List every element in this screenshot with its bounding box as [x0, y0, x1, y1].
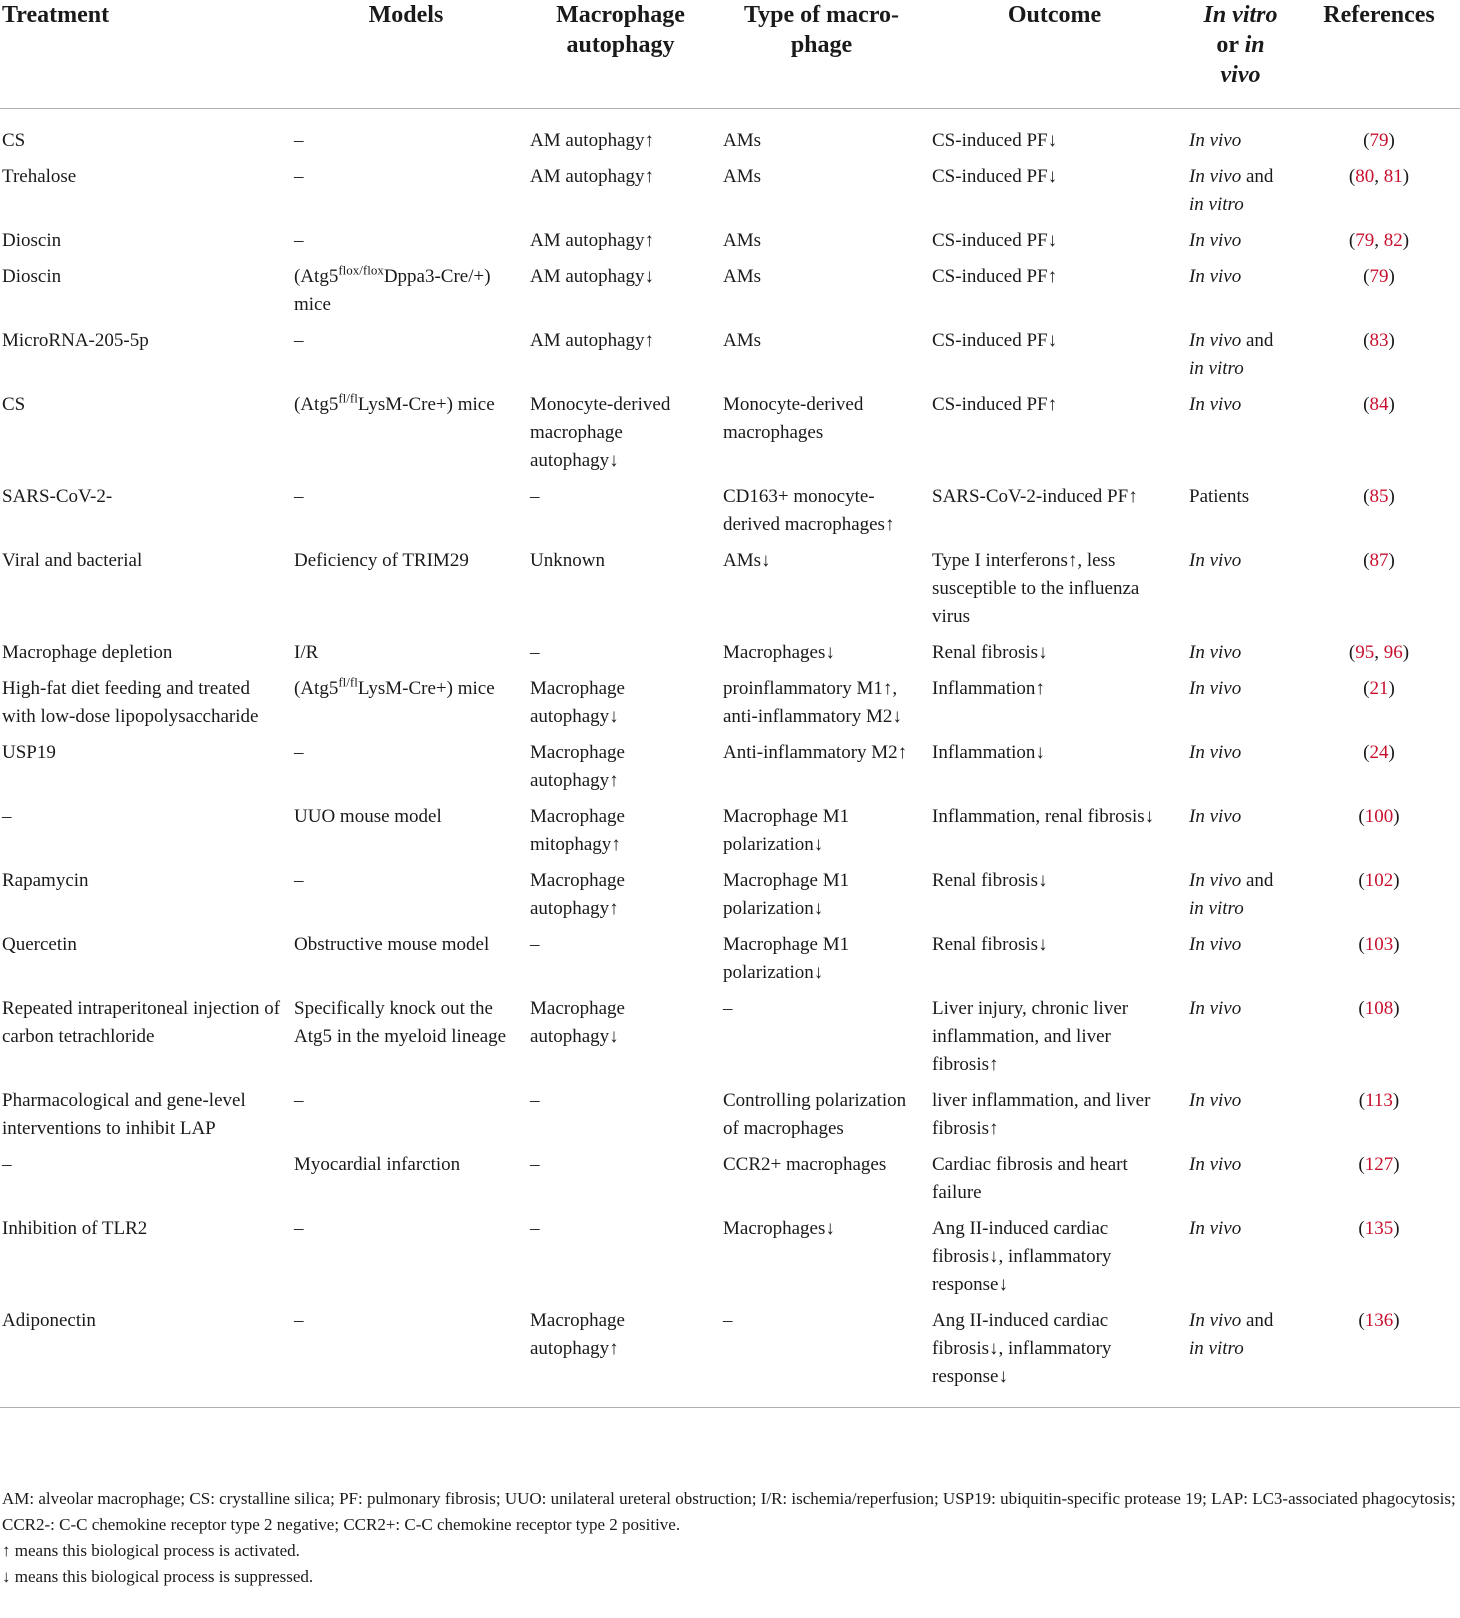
cell-macrophage-autophagy: Macrophage mitophagy↑: [530, 806, 625, 855]
cell-in-vitro-or-in-vivo: In vivo and in vitro: [1189, 166, 1274, 215]
cell-outcome: liver inflammation, and liver fibrosis↑: [932, 1090, 1151, 1139]
cell-type-of-macrophage: AMs: [723, 230, 762, 251]
table-header: [0, 0, 1460, 109]
cell-in-vitro-or-in-vivo: In vivo and in vitro: [1189, 330, 1274, 379]
reference-link[interactable]: 127: [1364, 1154, 1394, 1175]
cell-references: (95, 96): [1348, 642, 1410, 663]
cell-macrophage-autophagy: AM autophagy↑: [530, 166, 655, 187]
table-row: [0, 1087, 1460, 1151]
cell-models: Myocardial infarction: [294, 1154, 461, 1175]
cell-treatment: Macrophage depletion: [2, 642, 173, 663]
cell-in-vitro-or-in-vivo: In vivo: [1189, 1154, 1242, 1175]
cell-in-vitro-or-in-vivo: In vivo: [1189, 742, 1242, 763]
cell-treatment: USP19: [2, 742, 56, 763]
reference-link[interactable]: 95: [1355, 642, 1375, 663]
cell-type-of-macrophage: CCR2+ macrophages: [723, 1154, 887, 1175]
cell-outcome: Ang II-induced cardiac fibrosis↓, inflammatory response↓: [926, 1307, 1183, 1408]
reference-link[interactable]: 84: [1369, 394, 1389, 415]
cell-models: Deficiency of TRIM29: [294, 550, 469, 571]
cell-references: (135): [1358, 1218, 1400, 1239]
cell-references: (79): [1363, 130, 1395, 151]
cell-treatment: Rapamycin: [2, 870, 89, 891]
reference-link[interactable]: 79: [1369, 266, 1389, 287]
cell-type-of-macrophage: –: [723, 998, 733, 1019]
superscript: flox/flox: [338, 262, 384, 278]
header-references: References: [1298, 0, 1460, 109]
cell-references: (83): [1363, 330, 1395, 351]
cell-models: –: [294, 230, 304, 251]
cell-type-of-macrophage: Anti-inflammatory M2↑: [723, 742, 908, 763]
table-row: [0, 739, 1460, 803]
cell-type-of-macrophage: AMs: [723, 266, 762, 287]
cell-in-vitro-or-in-vivo: In vivo: [1189, 678, 1242, 699]
cell-outcome: Ang II-induced cardiac fibrosis↓, inflammatory response↓: [932, 1218, 1112, 1295]
cell-treatment: Dioscin: [2, 266, 62, 287]
header-in-vitro-or-in-vivo: In vitro or in vivo: [1183, 0, 1298, 109]
cell-in-vitro-or-in-vivo: In vivo and in vitro: [1189, 870, 1274, 919]
cell-models: –: [288, 1307, 524, 1408]
cell-treatment: Quercetin: [2, 934, 77, 955]
footnote-down-arrow: ↓ means this biological process is suppressed.: [2, 1567, 314, 1586]
cell-macrophage-autophagy: –: [530, 486, 540, 507]
cell-models: Specifically knock out the Atg5 in the myeloid lineage: [294, 998, 507, 1047]
cell-type-of-macrophage: Macrophage M1 polarization↓: [723, 806, 850, 855]
reference-link[interactable]: 113: [1365, 1090, 1393, 1111]
reference-link[interactable]: 136: [1364, 1310, 1394, 1331]
cell-models: –: [294, 742, 304, 763]
cell-references: (24): [1363, 742, 1395, 763]
cell-type-of-macrophage: Macrophages↓: [723, 1218, 835, 1239]
cell-models: $(Atg5^{fl/fl}LysM-Cre+)$ mice: [294, 390, 495, 415]
footnote-up-arrow: ↑ means this biological process is activated.: [2, 1541, 300, 1560]
table-row: [0, 483, 1460, 547]
cell-macrophage-autophagy: Macrophage autophagy↑: [524, 1307, 717, 1408]
cell-type-of-macrophage: Macrophages↓: [723, 642, 835, 663]
superscript: fl/fl: [338, 674, 358, 690]
header-type-of-macrophage: Type of macro- phage: [717, 0, 926, 109]
cell-outcome: CS-induced PF↓: [932, 166, 1058, 187]
cell-in-vitro-or-in-vivo: In vivo: [1189, 642, 1242, 663]
cell-type-of-macrophage: CD163+ monocyte-derived macrophages↑: [723, 486, 895, 535]
cell-macrophage-autophagy: Macrophage autophagy↓: [530, 678, 625, 727]
cell-type-of-macrophage: –: [717, 1307, 926, 1408]
cell-references: (108): [1358, 998, 1400, 1019]
reference-link[interactable]: 135: [1364, 1218, 1394, 1239]
cell-type-of-macrophage: proinflammatory M1↑, anti-inflammatory M2↓: [723, 678, 902, 727]
cell-treatment: Trehalose: [2, 166, 77, 187]
table-row: [0, 931, 1460, 995]
cell-type-of-macrophage: Monocyte-derived macrophages: [723, 394, 864, 443]
cell-in-vitro-or-in-vivo: In vivo: [1189, 550, 1242, 571]
table-row: [0, 1151, 1460, 1215]
cell-type-of-macrophage: AMs: [723, 130, 762, 151]
cell-references: (87): [1363, 550, 1395, 571]
cell-references: (103): [1358, 934, 1400, 955]
cell-macrophage-autophagy: –: [530, 1218, 540, 1239]
table-row: [0, 391, 1460, 483]
cell-in-vitro-or-in-vivo: In vivo: [1189, 394, 1242, 415]
cell-outcome: Cardiac fibrosis and heart failure: [932, 1154, 1128, 1203]
reference-link[interactable]: 83: [1369, 330, 1389, 351]
table-row: [0, 1215, 1460, 1307]
cell-in-vitro-or-in-vivo: In vivo: [1189, 998, 1242, 1019]
cell-treatment: High-fat diet feeding and treated with low-dose lipopolysaccharide: [2, 678, 259, 727]
cell-outcome: CS-induced PF↑: [932, 266, 1058, 287]
cell-macrophage-autophagy: AM autophagy↑: [530, 230, 655, 251]
cell-treatment: MicroRNA-205-5p: [2, 330, 149, 351]
superscript: fl/fl: [338, 390, 358, 406]
cell-references: (21): [1363, 678, 1395, 699]
reference-link[interactable]: 24: [1369, 742, 1389, 763]
cell-type-of-macrophage: AMs: [723, 166, 762, 187]
cell-models: –: [294, 166, 304, 187]
cell-models: –: [294, 1090, 304, 1111]
cell-models: –: [294, 130, 304, 151]
cell-outcome: Renal fibrosis↓: [932, 934, 1048, 955]
cell-macrophage-autophagy: –: [530, 1154, 540, 1175]
cell-outcome: SARS-CoV-2-induced PF↑: [932, 486, 1138, 507]
cell-macrophage-autophagy: –: [530, 934, 540, 955]
cell-macrophage-autophagy: Macrophage autophagy↑: [530, 870, 625, 919]
cell-references: (127): [1358, 1154, 1400, 1175]
table-row: [0, 995, 1460, 1087]
cell-models: –: [294, 1218, 304, 1239]
cell-type-of-macrophage: Controlling polarization of macrophages: [723, 1090, 907, 1139]
reference-link[interactable]: 103: [1364, 934, 1394, 955]
cell-in-vitro-or-in-vivo: In vivo: [1189, 230, 1242, 251]
cell-in-vitro-or-in-vivo: In vivo: [1189, 806, 1242, 827]
reference-link[interactable]: 102: [1364, 870, 1394, 891]
reference-link[interactable]: 79: [1369, 130, 1389, 151]
table-row: [0, 675, 1460, 739]
cell-outcome: Inflammation, renal fibrosis↓: [932, 806, 1155, 827]
cell-models: –: [294, 486, 304, 507]
cell-outcome: Renal fibrosis↓: [932, 642, 1048, 663]
cell-treatment: –: [2, 1154, 12, 1175]
table-row: [0, 803, 1460, 867]
table-row: [0, 327, 1460, 391]
cell-macrophage-autophagy: AM autophagy↑: [530, 130, 655, 151]
cell-treatment: Pharmacological and gene-level interventions to inhibit LAP: [2, 1090, 246, 1139]
cell-type-of-macrophage: Macrophage M1 polarization↓: [723, 870, 850, 919]
cell-macrophage-autophagy: AM autophagy↑: [530, 330, 655, 351]
cell-in-vitro-or-in-vivo: In vivo: [1189, 130, 1242, 151]
cell-outcome: CS-induced PF↓: [932, 130, 1058, 151]
cell-macrophage-autophagy: –: [530, 1090, 540, 1111]
cell-macrophage-autophagy: Monocyte-derived macrophage autophagy↓: [530, 394, 671, 471]
cell-in-vitro-or-in-vivo: In vivo: [1189, 266, 1242, 287]
cell-models: Obstructive mouse model: [294, 934, 490, 955]
cell-models: $(Atg5^{flox/flox}Dppa3-Cre/+)$ mice: [294, 262, 491, 315]
cell-in-vitro-or-in-vivo: In vivo: [1189, 1218, 1242, 1239]
cell-references: (79, 82): [1348, 230, 1410, 251]
reference-link[interactable]: 96: [1383, 642, 1403, 663]
header-macrophage-autophagy: Macrophage autophagy: [524, 0, 717, 109]
reference-link[interactable]: 21: [1369, 678, 1389, 699]
cell-in-vitro-or-in-vivo: In vivo: [1189, 1090, 1242, 1111]
header-outcome: Outcome: [926, 0, 1183, 109]
table-row: [0, 1307, 1460, 1408]
cell-treatment: Inhibition of TLR2: [2, 1218, 148, 1239]
cell-outcome: CS-induced PF↓: [932, 230, 1058, 251]
cell-references: (136): [1298, 1307, 1460, 1408]
cell-type-of-macrophage: AMs↓: [723, 550, 771, 571]
table-body: [0, 109, 1460, 1408]
cell-references: (84): [1363, 394, 1395, 415]
footnote-abbreviations: AM: alveolar macrophage; CS: crystalline silica; PF: pulmonary fibrosis; UUO: unilateral ureteral obstruction; I/R: ischemia/reperfusion; USP19: ubiquitin-specific protease 19; LAP: LC3-associated phagocytosis; CCR2-: C-C chemokine receptor type 2 negative; CCR2+: C-C chemokine receptor type 2 positive.: [2, 1489, 1456, 1534]
table-row: [0, 163, 1460, 227]
cell-type-of-macrophage: Macrophage M1 polarization↓: [723, 934, 850, 983]
cell-outcome: CS-induced PF↓: [932, 330, 1058, 351]
cell-models: –: [294, 870, 304, 891]
cell-type-of-macrophage: AMs: [723, 330, 762, 351]
header-treatment: Treatment: [0, 0, 288, 109]
reference-link[interactable]: 82: [1383, 230, 1403, 251]
cell-macrophage-autophagy: Macrophage autophagy↑: [530, 742, 625, 791]
cell-models: $(Atg5^{fl/fl}LysM-Cre+)$ mice: [294, 674, 495, 699]
cell-treatment: CS: [2, 130, 26, 151]
cell-references: (80, 81): [1348, 166, 1410, 187]
reference-link[interactable]: 80: [1355, 166, 1375, 187]
cell-outcome: Inflammation↑: [932, 678, 1045, 699]
reference-link[interactable]: 81: [1383, 166, 1403, 187]
cell-macrophage-autophagy: AM autophagy↓: [530, 266, 655, 287]
reference-link[interactable]: 87: [1369, 550, 1389, 571]
cell-macrophage-autophagy: –: [530, 642, 540, 663]
cell-outcome: CS-induced PF↑: [932, 394, 1058, 415]
table-footnotes: [2, 1486, 1457, 1590]
cell-outcome: Liver injury, chronic liver inflammation, and liver fibrosis↑: [932, 998, 1129, 1075]
cell-references: (79): [1363, 266, 1395, 287]
cell-treatment: Dioscin: [2, 230, 62, 251]
cell-treatment: SARS-CoV-2-: [2, 486, 113, 507]
cell-references: (113): [1358, 1090, 1400, 1111]
cell-macrophage-autophagy: Macrophage autophagy↓: [530, 998, 625, 1047]
cell-treatment: Repeated intraperitoneal injection of carbon tetrachloride: [2, 998, 281, 1047]
reference-link[interactable]: 100: [1364, 806, 1394, 827]
reference-link[interactable]: 79: [1355, 230, 1375, 251]
cell-models: I/R: [294, 642, 319, 663]
header-models: Models: [288, 0, 524, 109]
cell-references: (102): [1358, 870, 1400, 891]
cell-outcome: Renal fibrosis↓: [932, 870, 1048, 891]
reference-link[interactable]: 85: [1369, 486, 1389, 507]
cell-models: UUO mouse model: [294, 806, 442, 827]
table-row: [0, 639, 1460, 675]
cell-outcome: Inflammation↓: [932, 742, 1045, 763]
cell-in-vitro-or-in-vivo: In vivo and in vitro: [1183, 1307, 1298, 1408]
table-row: [0, 547, 1460, 639]
cell-models: –: [294, 330, 304, 351]
table-row: [0, 867, 1460, 931]
cell-references: (85): [1363, 486, 1395, 507]
reference-link[interactable]: 108: [1364, 998, 1394, 1019]
table-row: [0, 263, 1460, 327]
cell-treatment: Viral and bacterial: [2, 550, 143, 571]
cell-references: (100): [1358, 806, 1400, 827]
cell-in-vitro-or-in-vivo: In vivo: [1189, 934, 1242, 955]
cell-treatment: –: [2, 806, 12, 827]
cell-treatment: CS: [2, 394, 26, 415]
cell-treatment: Adiponectin: [0, 1307, 288, 1408]
cell-macrophage-autophagy: Unknown: [530, 550, 605, 571]
cell-outcome: Type I interferons↑, less susceptible to the influenza virus: [932, 550, 1140, 627]
cell-in-vitro-or-in-vivo: Patients: [1189, 486, 1250, 507]
table-row: [0, 109, 1460, 164]
table-row: [0, 227, 1460, 263]
